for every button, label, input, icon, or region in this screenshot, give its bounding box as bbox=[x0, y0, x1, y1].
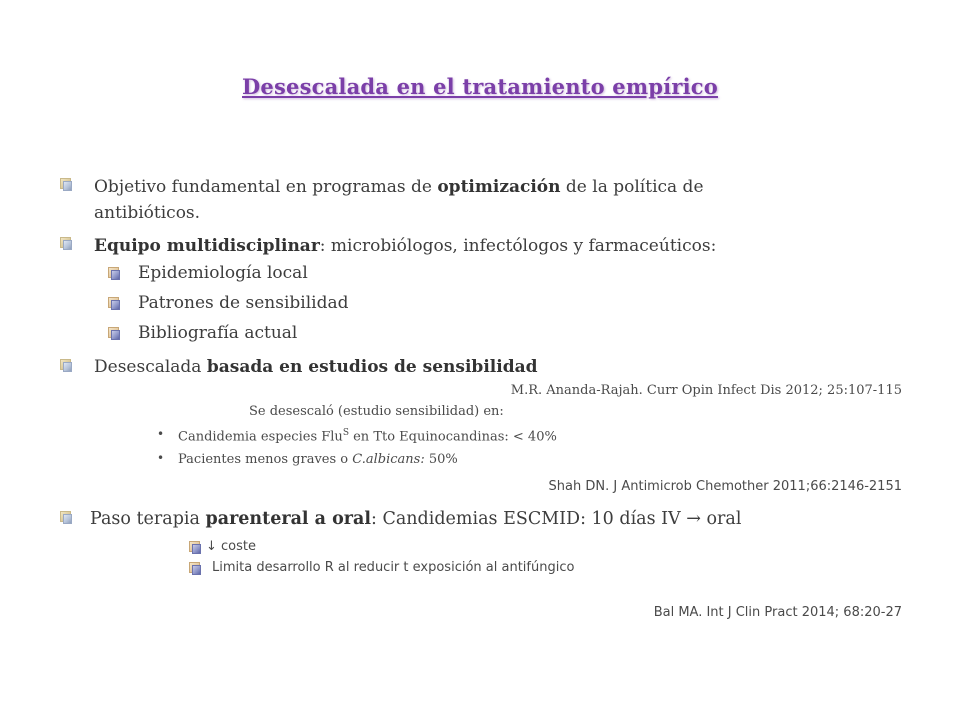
desescalada-pre: Desescalada bbox=[94, 357, 207, 377]
bullet-desescalada bbox=[94, 354, 537, 380]
sub-item-epidemiologia: Epidemiología local bbox=[138, 263, 308, 283]
bullet-paso-terapia bbox=[90, 506, 741, 532]
pacientes-italic: C.albicans: bbox=[352, 452, 425, 467]
bullet-objetivo bbox=[94, 174, 704, 200]
dot-item-candidemia bbox=[178, 428, 557, 444]
bullet-square-icon bbox=[60, 511, 71, 523]
citation-shah: Shah DN. J Antimicrob Chemother 2011;66:2146-2151 bbox=[548, 479, 902, 494]
sub-item-patrones: Patrones de sensibilidad bbox=[138, 293, 349, 313]
pacientes-post: 50% bbox=[424, 452, 458, 467]
sub-bullet-square-icon bbox=[189, 562, 200, 574]
paso-post: : Candidemias ESCMID: 10 días IV → oral bbox=[370, 509, 742, 529]
pacientes-pre: Pacientes menos graves o bbox=[178, 452, 353, 467]
desescalo-heading: Se desescaló (estudio sensibilidad) en: bbox=[249, 404, 504, 419]
sub-item-bibliografia: Bibliografía actual bbox=[138, 323, 298, 343]
citation-ananda-rajah: M.R. Ananda-Rajah. Curr Opin Infect Dis 2012; 25:107-115 bbox=[510, 383, 902, 398]
sub-bullet-square-icon bbox=[189, 541, 200, 553]
equipo-post: : microbiólogos, infectólogos y farmaceúticos: bbox=[319, 236, 717, 256]
dot-item-pacientes bbox=[178, 452, 458, 467]
citation-bal: Bal MA. Int J Clin Pract 2014; 68:20-27 bbox=[653, 605, 902, 620]
bullet-square-icon bbox=[60, 359, 71, 371]
candidemia-post: en Tto Equinocandinas: < 40% bbox=[348, 429, 557, 445]
dot-bullet-icon: • bbox=[157, 427, 165, 441]
paso-bold: parenteral a oral bbox=[205, 509, 371, 529]
objetivo-pre: Objetivo fundamental en programas de bbox=[94, 177, 438, 197]
sub-bullet-square-icon bbox=[108, 267, 119, 279]
desescalada-bold: basada en estudios de sensibilidad bbox=[206, 357, 538, 377]
candidemia-sup: S bbox=[342, 428, 349, 438]
candidemia-pre: Candidemia especies Flu bbox=[178, 429, 343, 445]
bullet-square-icon bbox=[60, 178, 71, 190]
objetivo-bold: optimización bbox=[437, 177, 561, 197]
paso-sub-coste: ↓ coste bbox=[206, 539, 256, 554]
bullet-objetivo-line2: antibióticos. bbox=[94, 203, 201, 223]
paso-sub-limita: Limita desarrollo R al reducir t exposición al antifúngico bbox=[212, 560, 575, 575]
paso-pre: Paso terapia bbox=[90, 509, 206, 529]
objetivo-post: de la política de bbox=[560, 177, 704, 197]
sub-bullet-square-icon bbox=[108, 297, 119, 309]
sub-bullet-square-icon bbox=[108, 327, 119, 339]
bullet-equipo bbox=[94, 233, 716, 259]
dot-bullet-icon: • bbox=[157, 451, 165, 465]
slide-title: Desescalada en el tratamiento empírico bbox=[242, 74, 718, 99]
bullet-square-icon bbox=[60, 237, 71, 249]
equipo-bold: Equipo multidisciplinar bbox=[94, 236, 320, 256]
